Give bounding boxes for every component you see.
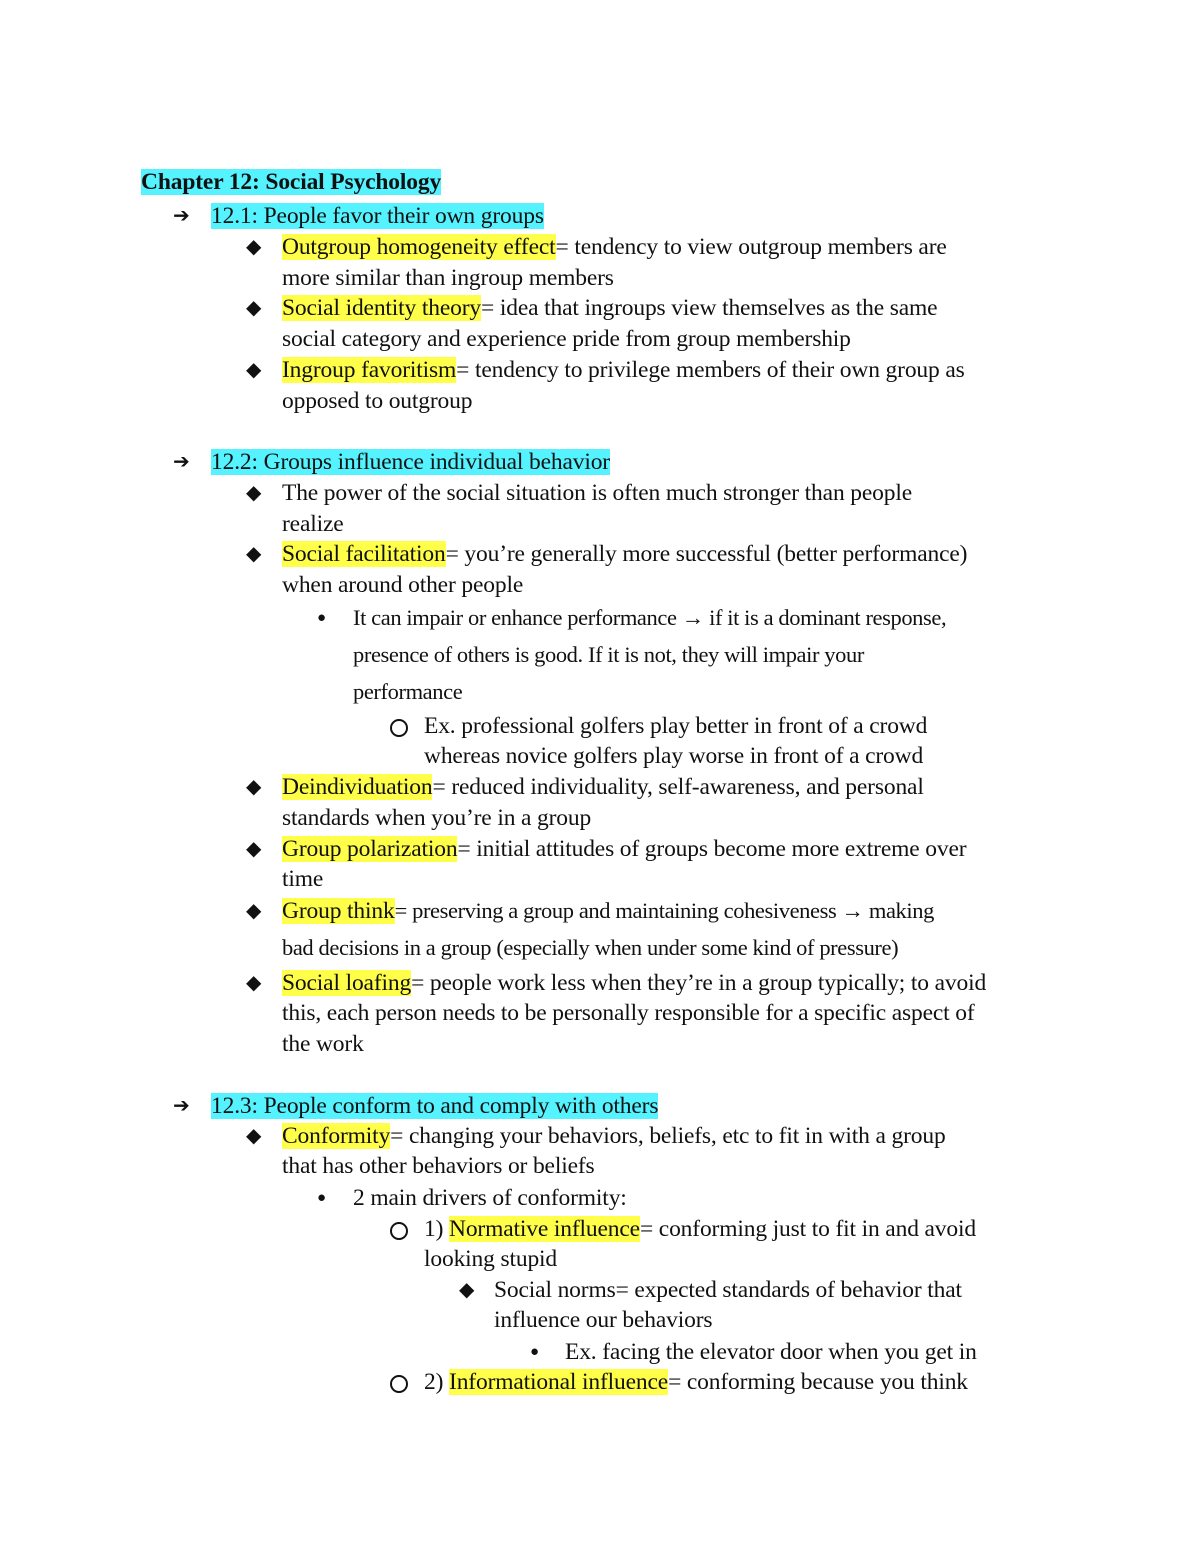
diamond-bullet-icon: ◆ xyxy=(459,1279,475,1301)
section-heading: 12.3: People conform to and comply with others xyxy=(211,1093,659,1119)
term-highlight: Social facilitation xyxy=(282,541,446,567)
list-item-continuation: this, each person needs to be personally responsible for a specific aspect of xyxy=(282,1000,975,1026)
driver-item: 2) Informational influence= conforming because you think xyxy=(424,1369,968,1395)
list-item-continuation: social category and experience pride from group membership xyxy=(282,326,851,352)
list-item-continuation: bad decisions in a group (especially when under some kind of pressure) xyxy=(282,935,899,960)
list-item: Social facilitation= you’re generally more successful (better performance) xyxy=(282,541,968,567)
list-item: Outgroup homogeneity effect= tendency to view outgroup members are xyxy=(282,234,947,260)
section-heading: 12.1: People favor their own groups xyxy=(211,203,544,229)
diamond-bullet-icon: ◆ xyxy=(246,543,262,565)
arrow-bullet-icon: ➔ xyxy=(173,205,190,227)
term-highlight: Ingroup favoritism xyxy=(282,357,457,383)
title-highlight: Chapter 12: Social Psychology xyxy=(141,169,442,195)
driver-item: 1) Normative influence= conforming just to fit in and avoid xyxy=(424,1216,976,1242)
page-title xyxy=(141,167,441,197)
driver-item-continuation: looking stupid xyxy=(424,1246,558,1272)
diamond-bullet-icon: ◆ xyxy=(246,776,262,798)
arrow-bullet-icon: ➔ xyxy=(173,1095,190,1117)
term-highlight: Social identity theory xyxy=(282,295,482,321)
sub-item-continuation: presence of others is good. If it is not, they will impair your xyxy=(353,642,864,667)
dot-bullet-icon: ● xyxy=(317,1190,327,1206)
list-item-continuation: the work xyxy=(282,1031,364,1057)
term-highlight: Group polarization xyxy=(282,836,458,862)
list-item-continuation: realize xyxy=(282,511,344,537)
circle-bullet-icon xyxy=(390,1222,408,1240)
term-highlight: Social loafing xyxy=(282,970,412,996)
term-highlight: Conformity xyxy=(282,1123,391,1149)
diamond-bullet-icon: ◆ xyxy=(246,1125,262,1147)
list-item-continuation: when around other people xyxy=(282,572,524,598)
norm-item-continuation: influence our behaviors xyxy=(494,1307,713,1333)
list-item: Conformity= changing your behaviors, beliefs, etc to fit in with a group xyxy=(282,1123,946,1149)
list-item: Ingroup favoritism= tendency to privilege members of their own group as xyxy=(282,357,965,383)
list-item-continuation: opposed to outgroup xyxy=(282,388,473,414)
list-item-continuation: time xyxy=(282,866,324,892)
list-item-continuation: that has other behaviors or beliefs xyxy=(282,1153,595,1179)
term-highlight: Outgroup homogeneity effect xyxy=(282,234,556,260)
circle-bullet-icon xyxy=(390,719,408,737)
diamond-bullet-icon: ◆ xyxy=(246,838,262,860)
arrow-bullet-icon: ➔ xyxy=(173,451,190,473)
term-highlight: Informational influence xyxy=(449,1369,669,1395)
list-item: Group think= preserving a group and maintaining cohesiveness → making xyxy=(282,898,934,924)
list-item: Deindividuation= reduced individuality, self-awareness, and personal xyxy=(282,774,924,800)
term-highlight: Group think xyxy=(282,898,395,924)
sub-item-continuation: performance xyxy=(353,679,463,704)
diamond-bullet-icon: ◆ xyxy=(246,482,262,504)
dot-bullet-icon: ● xyxy=(317,610,327,626)
list-item: The power of the social situation is often much stronger than people xyxy=(282,480,913,506)
list-item: Group polarization= initial attitudes of groups become more extreme over xyxy=(282,836,967,862)
term-highlight: Normative influence xyxy=(449,1216,640,1242)
list-item: Social identity theory= idea that ingroups view themselves as the same xyxy=(282,295,938,321)
term-highlight: Deindividuation xyxy=(282,774,433,800)
diamond-bullet-icon: ◆ xyxy=(246,236,262,258)
diamond-bullet-icon: ◆ xyxy=(246,900,262,922)
norm-example-item: Ex. facing the elevator door when you get in xyxy=(565,1339,977,1365)
example-item-continuation: whereas novice golfers play worse in front of a crowd xyxy=(424,743,924,769)
section-heading: 12.2: Groups influence individual behavior xyxy=(211,449,610,475)
list-item-continuation: more similar than ingroup members xyxy=(282,265,614,291)
diamond-bullet-icon: ◆ xyxy=(246,297,262,319)
diamond-bullet-icon: ◆ xyxy=(246,972,262,994)
list-item: Social loafing= people work less when they’re in a group typically; to avoid xyxy=(282,970,987,996)
diamond-bullet-icon: ◆ xyxy=(246,359,262,381)
example-item: Ex. professional golfers play better in front of a crowd xyxy=(424,713,928,739)
sub-item: 2 main drivers of conformity: xyxy=(353,1185,627,1211)
list-item-continuation: standards when you’re in a group xyxy=(282,805,592,831)
norm-item: Social norms= expected standards of behavior that xyxy=(494,1277,962,1303)
sub-item: It can impair or enhance performance → if it is a dominant response, xyxy=(353,605,947,630)
dot-bullet-icon: ● xyxy=(530,1344,540,1360)
circle-bullet-icon xyxy=(390,1375,408,1393)
